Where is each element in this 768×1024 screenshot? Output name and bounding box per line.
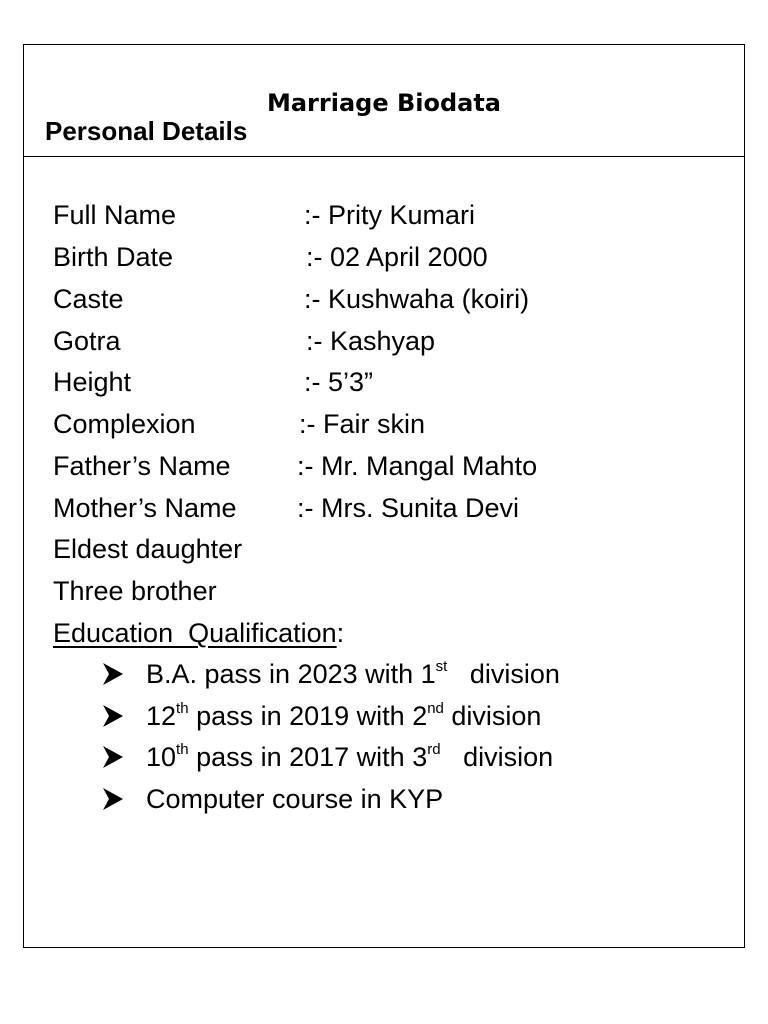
detail-label: Caste <box>53 284 124 314</box>
arrowhead-bullet-icon <box>100 703 126 729</box>
detail-value: :- Fair skin <box>299 409 426 439</box>
detail-label: Gotra <box>53 326 121 356</box>
detail-value: :- 5’3” <box>304 367 374 397</box>
arrowhead-bullet-icon <box>100 744 126 770</box>
detail-value: :- Mr. Mangal Mahto <box>297 451 538 481</box>
family-note-eldest-daughter: Eldest daughter <box>53 534 243 564</box>
arrowhead-bullet-icon <box>100 661 126 687</box>
detail-label: Father’s Name <box>53 451 231 481</box>
education-item-text: 12th pass in 2019 with 2nd division <box>146 700 542 731</box>
detail-label: Full Name <box>53 200 177 230</box>
detail-label: Birth Date <box>53 242 174 272</box>
detail-value: :- Mrs. Sunita Devi <box>297 493 520 523</box>
detail-label: Mother’s Name <box>53 493 237 523</box>
section-heading-personal-details: Personal Details <box>45 116 248 146</box>
detail-value: :- Prity Kumari <box>304 200 476 230</box>
education-heading <box>53 618 344 649</box>
education-item-text: B.A. pass in 2023 with 1st division <box>146 658 560 689</box>
education-heading-colon: : <box>336 618 345 648</box>
education-item-text: 10th pass in 2017 with 3rd division <box>146 741 554 772</box>
detail-value: :- 02 April 2000 <box>306 242 488 272</box>
family-note-siblings: Three brother <box>53 576 217 606</box>
document-title: Marriage Biodata <box>266 89 502 117</box>
education-heading-text: Education Qualification <box>53 618 337 648</box>
education-item-text: Computer course in KYP <box>146 784 444 814</box>
detail-label: Complexion <box>53 409 196 439</box>
detail-value: :- Kushwaha (koiri) <box>304 284 530 314</box>
detail-value: :- Kashyap <box>306 326 436 356</box>
detail-label: Height <box>53 367 132 397</box>
arrowhead-bullet-icon <box>100 786 126 812</box>
